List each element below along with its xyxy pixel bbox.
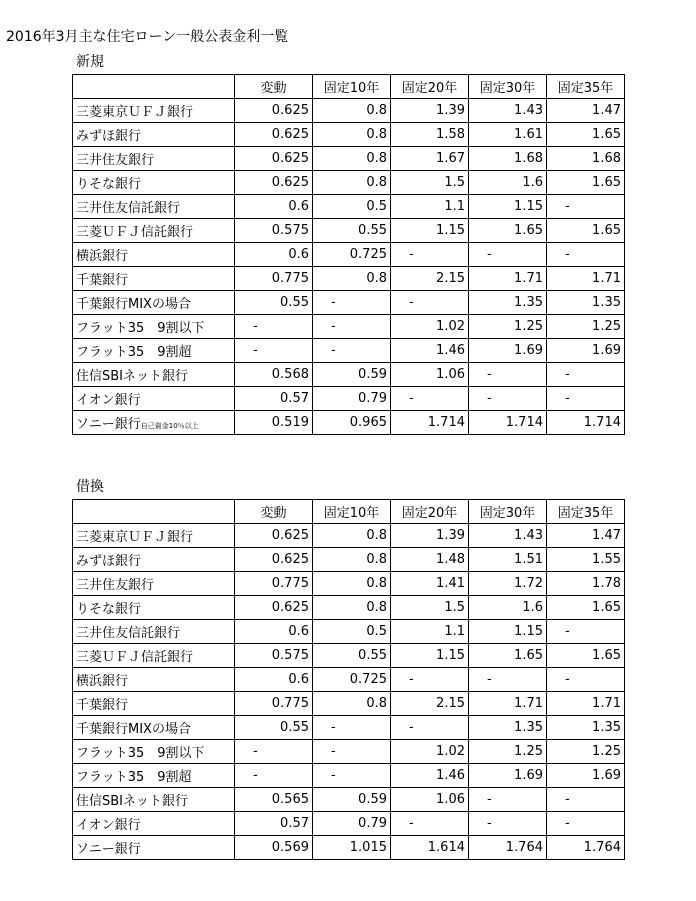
header-cell-fixed-30: 固定30年	[469, 500, 547, 524]
bank-name-cell	[73, 596, 235, 620]
bank-name: 千葉銀行MIXの場合	[76, 722, 191, 737]
rate-cell: 1.78	[547, 572, 625, 596]
table-row	[73, 219, 625, 243]
rates-table-refinance	[72, 499, 625, 860]
rate-cell: -	[313, 740, 391, 764]
rate-cell: 0.8	[313, 548, 391, 572]
rate-cell: 1.58	[391, 123, 469, 147]
bank-name-cell	[73, 812, 235, 836]
rate-cell: 1.72	[469, 572, 547, 596]
rate-cell: -	[313, 764, 391, 788]
rate-cell: -	[391, 291, 469, 315]
rate-cell: 0.57	[235, 387, 313, 411]
bank-name: フラット35 9割超	[76, 345, 192, 360]
header-cell-fixed-20: 固定20年	[391, 500, 469, 524]
rate-cell: 1.39	[391, 524, 469, 548]
bank-name-cell	[73, 716, 235, 740]
bank-name-cell	[73, 572, 235, 596]
rate-cell: -	[547, 363, 625, 387]
bank-name-cell	[73, 764, 235, 788]
rate-cell: 1.25	[469, 740, 547, 764]
rate-cell: -	[391, 387, 469, 411]
rate-cell: 0.625	[235, 147, 313, 171]
rate-cell: 1.68	[547, 147, 625, 171]
header-cell-variable: 変動	[235, 75, 313, 99]
rate-cell: -	[313, 291, 391, 315]
rate-cell: 0.79	[313, 812, 391, 836]
rate-cell: 1.35	[469, 291, 547, 315]
rate-cell: 1.714	[391, 411, 469, 435]
rate-cell: 0.725	[313, 243, 391, 267]
header-cell-fixed-20: 固定20年	[391, 75, 469, 99]
rate-cell: 1.15	[391, 219, 469, 243]
rate-cell: -	[391, 243, 469, 267]
rate-cell: 1.25	[547, 740, 625, 764]
page-title: 2016年3月主な住宅ローン一般公表金利一覧	[6, 29, 289, 45]
bank-name: 三菱東京ＵＦＪ銀行	[76, 530, 194, 545]
bank-name: 住信SBIネット銀行	[76, 794, 189, 809]
rate-cell: 0.55	[313, 219, 391, 243]
rate-cell: 1.47	[547, 524, 625, 548]
bank-name-cell	[73, 291, 235, 315]
table-row	[73, 740, 625, 764]
rate-cell: -	[469, 387, 547, 411]
rate-cell: 1.714	[469, 411, 547, 435]
rate-cell: 0.6	[235, 620, 313, 644]
rate-cell: 1.55	[547, 548, 625, 572]
rate-cell: 0.965	[313, 411, 391, 435]
header-cell-variable: 変動	[235, 500, 313, 524]
rate-cell: 0.725	[313, 668, 391, 692]
bank-name: 三井住友信託銀行	[76, 201, 181, 216]
rate-cell: 1.5	[391, 171, 469, 195]
rate-cell: -	[391, 668, 469, 692]
rate-cell: 1.614	[391, 836, 469, 860]
rate-cell: 1.71	[469, 692, 547, 716]
table-row	[73, 387, 625, 411]
bank-name: 三菱ＵＦＪ信託銀行	[76, 225, 194, 240]
table-row	[73, 596, 625, 620]
rate-cell: 0.55	[313, 644, 391, 668]
section-title-new: 新規	[76, 54, 104, 70]
rates-table-body	[73, 524, 625, 860]
rate-cell: 0.775	[235, 267, 313, 291]
rate-cell: 1.06	[391, 363, 469, 387]
bank-name-cell	[73, 548, 235, 572]
header-cell-fixed-35: 固定35年	[547, 75, 625, 99]
table-row	[73, 692, 625, 716]
table-row	[73, 764, 625, 788]
rate-cell: 1.5	[391, 596, 469, 620]
rate-cell: 1.65	[547, 596, 625, 620]
table-row	[73, 267, 625, 291]
header-cell-bank	[73, 75, 235, 99]
header-cell-bank	[73, 500, 235, 524]
table-row	[73, 195, 625, 219]
bank-name-cell	[73, 836, 235, 860]
bank-name-cell	[73, 411, 235, 435]
rate-cell: 0.519	[235, 411, 313, 435]
bank-note: 自己資金10％以上	[140, 422, 199, 430]
rate-cell: 1.48	[391, 548, 469, 572]
rate-cell: 1.35	[547, 291, 625, 315]
table-row	[73, 243, 625, 267]
rate-cell: 0.625	[235, 123, 313, 147]
bank-name: 三井住友銀行	[76, 578, 155, 593]
bank-name-cell	[73, 219, 235, 243]
rate-cell: 0.8	[313, 171, 391, 195]
bank-name-cell	[73, 692, 235, 716]
bank-name: フラット35 9割以下	[76, 746, 205, 761]
rate-cell: 0.568	[235, 363, 313, 387]
rate-cell: 0.6	[235, 243, 313, 267]
bank-name-cell	[73, 620, 235, 644]
rate-cell: -	[313, 716, 391, 740]
bank-name: ソニー銀行	[76, 842, 141, 857]
rate-cell: 1.15	[469, 195, 547, 219]
rate-cell: 1.69	[547, 764, 625, 788]
table-row	[73, 147, 625, 171]
bank-name: りそな銀行	[76, 602, 142, 617]
rate-cell: -	[469, 788, 547, 812]
rate-cell: 0.5	[313, 195, 391, 219]
table-row	[73, 716, 625, 740]
rate-cell: -	[547, 788, 625, 812]
rate-cell: 1.68	[469, 147, 547, 171]
rate-cell: 0.575	[235, 644, 313, 668]
rate-cell: -	[547, 195, 625, 219]
rate-cell: 1.65	[469, 644, 547, 668]
rate-cell: 1.71	[469, 267, 547, 291]
header-row	[73, 500, 625, 524]
table-row	[73, 171, 625, 195]
bank-name: フラット35 9割超	[76, 770, 192, 785]
bank-name: ソニー銀行	[76, 417, 141, 432]
rate-cell: 1.25	[469, 315, 547, 339]
bank-name: 横浜銀行	[76, 674, 129, 689]
bank-name: イオン銀行	[76, 818, 141, 833]
table-row	[73, 291, 625, 315]
bank-name-cell	[73, 339, 235, 363]
bank-name-cell	[73, 123, 235, 147]
rate-cell: -	[235, 315, 313, 339]
bank-name-cell	[73, 243, 235, 267]
rate-cell: 2.15	[391, 692, 469, 716]
rate-cell: 2.15	[391, 267, 469, 291]
rate-cell: 1.1	[391, 620, 469, 644]
bank-name: りそな銀行	[76, 177, 142, 192]
rate-cell: 0.8	[313, 596, 391, 620]
rate-cell: 0.59	[313, 363, 391, 387]
bank-name-cell	[73, 668, 235, 692]
table-row	[73, 123, 625, 147]
rate-cell: 0.59	[313, 788, 391, 812]
rate-cell: 0.8	[313, 524, 391, 548]
rate-cell: 1.6	[469, 596, 547, 620]
rate-cell: -	[547, 387, 625, 411]
rate-cell: 0.5	[313, 620, 391, 644]
rate-cell: 0.625	[235, 99, 313, 123]
table-row	[73, 339, 625, 363]
rate-cell: -	[547, 668, 625, 692]
rate-cell: -	[547, 243, 625, 267]
rate-cell: 0.8	[313, 692, 391, 716]
rate-cell: 1.46	[391, 339, 469, 363]
rate-cell: 1.41	[391, 572, 469, 596]
rate-cell: 1.35	[547, 716, 625, 740]
rate-cell: 0.625	[235, 524, 313, 548]
bank-name-cell	[73, 387, 235, 411]
rate-cell: 1.06	[391, 788, 469, 812]
rate-cell: 1.764	[547, 836, 625, 860]
rate-cell: 0.8	[313, 572, 391, 596]
bank-name: みずほ銀行	[76, 554, 142, 569]
bank-name: 三井住友信託銀行	[76, 626, 181, 641]
table-row	[73, 644, 625, 668]
rate-cell: 1.764	[469, 836, 547, 860]
bank-name: 千葉銀行	[76, 698, 129, 713]
rate-cell: 1.15	[391, 644, 469, 668]
rate-cell: 1.39	[391, 99, 469, 123]
rate-cell: 1.43	[469, 524, 547, 548]
bank-name: 千葉銀行MIXの場合	[76, 297, 191, 312]
rate-cell: 1.65	[547, 644, 625, 668]
rate-cell: 1.51	[469, 548, 547, 572]
rate-cell: 1.71	[547, 692, 625, 716]
bank-name-cell	[73, 267, 235, 291]
table-row	[73, 668, 625, 692]
table-row	[73, 788, 625, 812]
table-row	[73, 620, 625, 644]
rate-cell: -	[469, 668, 547, 692]
header-cell-fixed-10: 固定10年	[313, 75, 391, 99]
rate-cell: 0.8	[313, 267, 391, 291]
rate-cell: 1.25	[547, 315, 625, 339]
table-row	[73, 524, 625, 548]
table-row	[73, 812, 625, 836]
rate-cell: 0.8	[313, 147, 391, 171]
table-row	[73, 315, 625, 339]
bank-name: 三井住友銀行	[76, 153, 155, 168]
bank-name-cell	[73, 171, 235, 195]
table-row	[73, 99, 625, 123]
rate-cell: 0.55	[235, 291, 313, 315]
rate-cell: 1.65	[547, 123, 625, 147]
bank-name: みずほ銀行	[76, 129, 142, 144]
bank-name-cell	[73, 147, 235, 171]
bank-name: 千葉銀行	[76, 273, 129, 288]
rate-cell: 0.775	[235, 692, 313, 716]
bank-name: 三菱東京ＵＦＪ銀行	[76, 105, 194, 120]
rate-cell: 1.35	[469, 716, 547, 740]
rates-table-body	[73, 99, 625, 435]
rate-cell: 1.65	[547, 171, 625, 195]
rate-cell: 0.625	[235, 548, 313, 572]
rate-cell: 0.8	[313, 123, 391, 147]
rate-cell: -	[547, 812, 625, 836]
bank-name-cell	[73, 740, 235, 764]
rate-cell: 1.65	[469, 219, 547, 243]
rate-cell: 1.015	[313, 836, 391, 860]
rate-cell: -	[235, 764, 313, 788]
table-row	[73, 411, 625, 435]
bank-name-cell	[73, 195, 235, 219]
rate-cell: 1.47	[547, 99, 625, 123]
rate-cell: 1.43	[469, 99, 547, 123]
rate-cell: 1.69	[469, 764, 547, 788]
rate-cell: 0.625	[235, 171, 313, 195]
bank-name-cell	[73, 315, 235, 339]
rate-cell: 0.57	[235, 812, 313, 836]
bank-name-cell	[73, 644, 235, 668]
rate-cell: -	[313, 315, 391, 339]
rate-cell: 1.69	[469, 339, 547, 363]
rate-cell: -	[235, 740, 313, 764]
rate-cell: -	[235, 339, 313, 363]
rate-cell: 1.67	[391, 147, 469, 171]
bank-name: フラット35 9割以下	[76, 321, 205, 336]
rate-cell: 0.625	[235, 596, 313, 620]
table-row	[73, 836, 625, 860]
table-row	[73, 572, 625, 596]
bank-name: 三菱ＵＦＪ信託銀行	[76, 650, 194, 665]
rate-cell: 0.6	[235, 195, 313, 219]
rate-cell: 1.6	[469, 171, 547, 195]
rate-cell: 0.8	[313, 99, 391, 123]
rate-cell: 1.02	[391, 315, 469, 339]
rate-cell: 1.15	[469, 620, 547, 644]
rate-cell: -	[469, 243, 547, 267]
bank-name-cell	[73, 524, 235, 548]
rate-cell: -	[469, 363, 547, 387]
header-cell-fixed-35: 固定35年	[547, 500, 625, 524]
bank-name: 横浜銀行	[76, 249, 129, 264]
rate-cell: 1.61	[469, 123, 547, 147]
rate-cell: -	[391, 812, 469, 836]
rate-cell: 1.65	[547, 219, 625, 243]
bank-name: イオン銀行	[76, 393, 141, 408]
rate-cell: -	[313, 339, 391, 363]
rates-table-new	[72, 74, 625, 435]
rate-cell: 0.575	[235, 219, 313, 243]
header-cell-fixed-30: 固定30年	[469, 75, 547, 99]
bank-name-cell	[73, 788, 235, 812]
rate-cell: 1.1	[391, 195, 469, 219]
header-row	[73, 75, 625, 99]
section-title-refinance: 借換	[76, 479, 104, 495]
rate-cell: 0.55	[235, 716, 313, 740]
rate-cell: 1.71	[547, 267, 625, 291]
rate-cell: 1.69	[547, 339, 625, 363]
table-row	[73, 363, 625, 387]
rate-cell: 1.714	[547, 411, 625, 435]
header-cell-fixed-10: 固定10年	[313, 500, 391, 524]
bank-name-cell	[73, 99, 235, 123]
rate-cell: -	[469, 812, 547, 836]
bank-name-cell	[73, 363, 235, 387]
rate-cell: 0.565	[235, 788, 313, 812]
table-row	[73, 548, 625, 572]
rate-cell: 0.775	[235, 572, 313, 596]
rate-cell: 0.6	[235, 668, 313, 692]
rate-cell: 1.46	[391, 764, 469, 788]
rate-cell: -	[391, 716, 469, 740]
rate-cell: -	[547, 620, 625, 644]
rate-cell: 0.569	[235, 836, 313, 860]
rate-cell: 0.79	[313, 387, 391, 411]
bank-name: 住信SBIネット銀行	[76, 369, 189, 384]
rate-cell: 1.02	[391, 740, 469, 764]
